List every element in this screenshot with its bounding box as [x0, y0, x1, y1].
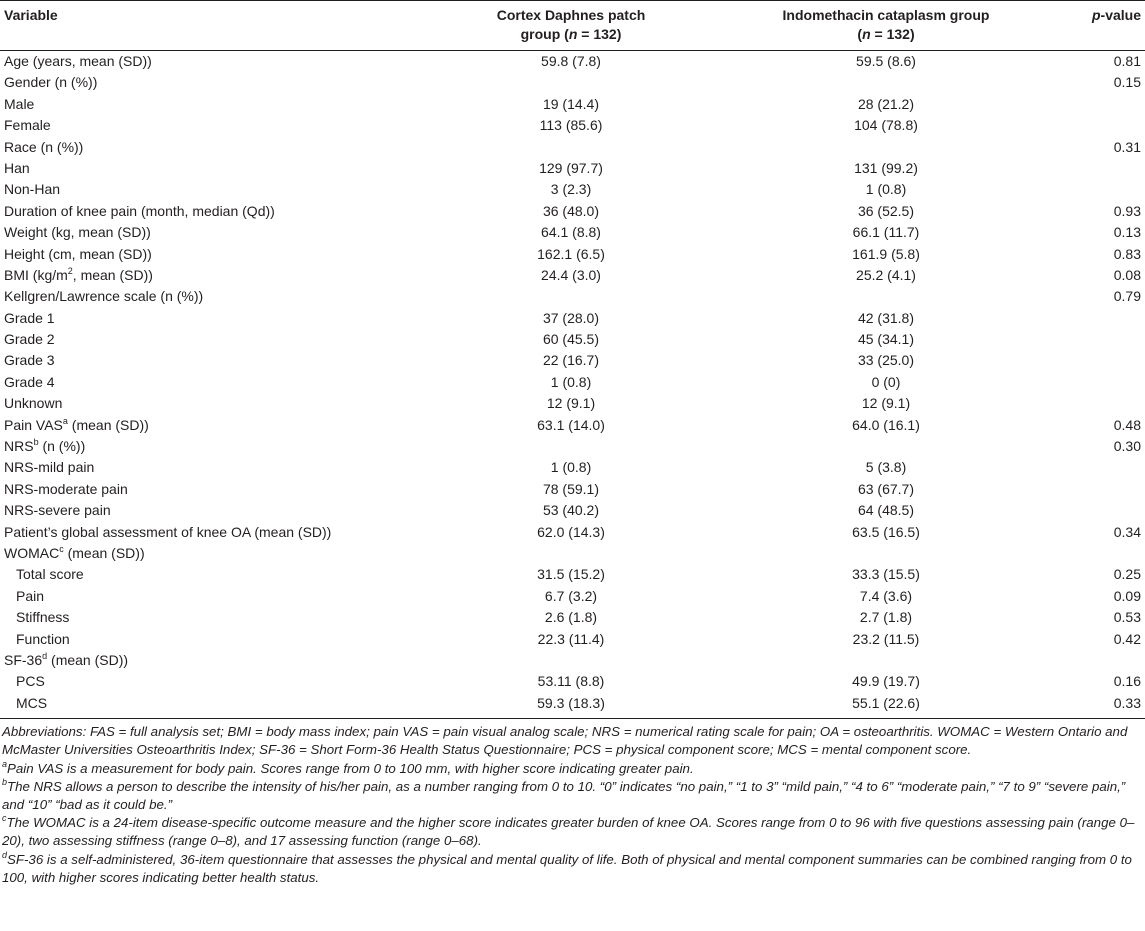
header-p-italic: p [1091, 7, 1101, 23]
table-footnotes [0, 719, 1145, 887]
footnote-d-mark: d [2, 849, 8, 860]
cell-p-value: 0.33 [1046, 693, 1145, 719]
cell-variable [0, 586, 416, 607]
variable-label: WOMAC [4, 544, 60, 561]
cell-p-value [1046, 94, 1145, 115]
cell-cortex-value: 64.1 (8.8) [541, 224, 601, 241]
footnote-b-mark: b [2, 776, 8, 787]
variable-label-suffix: (mean (SD)) [63, 544, 145, 561]
variable-label: Female [4, 117, 51, 134]
cell-p-value [1046, 179, 1145, 200]
table-row [0, 564, 1145, 585]
table-row [0, 543, 1145, 564]
footnote-c-text: The WOMAC is a 24-item disease-specific outcome measure and the higher score indicates greater burden of knee OA. Scores range from 0 to 96 with five questions assessing pain (range 0–20), two assessing stiffness (range 0–8), and 17 assessing function (range 0–68). [2, 815, 1135, 849]
table-header [0, 1, 1145, 51]
variable-label: NRS [4, 438, 34, 455]
cell-variable [0, 179, 416, 200]
header-row [0, 1, 1145, 51]
cell-indomethacin-value: 49.9 (19.7) [852, 673, 920, 690]
cell-p-value: 0.15 [1113, 74, 1141, 91]
variable-label: NRS-moderate pain [4, 480, 128, 497]
variable-label: Han [4, 159, 30, 176]
cell-cortex-value: 162.1 (6.5) [537, 245, 605, 262]
cell-cortex-value: 78 (59.1) [542, 480, 600, 497]
table-row [0, 72, 1145, 93]
cell-cortex-value: 31.5 (15.2) [537, 566, 605, 583]
cell-p-value: 0.34 [1113, 523, 1141, 540]
cell-p-value: 0.16 [1113, 673, 1141, 690]
cell-p-value: 0.13 [1113, 224, 1141, 241]
cell-variable [0, 522, 416, 543]
variable-label: Height (cm, mean (SD)) [4, 245, 152, 262]
table-row [0, 671, 1145, 692]
variable-label: MCS [16, 694, 48, 711]
cell-p-value: 0.83 [1113, 245, 1141, 262]
cell-cortex-value [416, 72, 726, 93]
footnote-a [2, 760, 1143, 778]
table-row [0, 244, 1145, 265]
table-row [0, 115, 1145, 136]
table-row [0, 629, 1145, 650]
table-row [0, 415, 1145, 436]
variable-label: NRS-mild pain [4, 459, 95, 476]
variable-label: Grade 1 [4, 309, 55, 326]
cell-indomethacin-value [726, 543, 1046, 564]
table-row [0, 308, 1145, 329]
table-row [0, 222, 1145, 243]
footnote-c-mark: c [2, 813, 7, 824]
header-indo-line1: Indomethacin cataplasm group [782, 7, 990, 23]
cell-variable [0, 350, 416, 371]
cell-p-value [1046, 372, 1145, 393]
cell-cortex-value: 36 (48.0) [542, 202, 600, 219]
table-row [0, 607, 1145, 628]
table-row [0, 137, 1145, 158]
cell-p-value: 0.09 [1113, 587, 1141, 604]
variable-label-suffix: (mean (SD)) [47, 651, 129, 668]
header-variable-text: Variable [4, 7, 58, 23]
cell-indomethacin-value: 33.3 (15.5) [852, 566, 920, 583]
cell-indomethacin-value: 64.0 (16.1) [852, 416, 920, 433]
footnote-marker: a [62, 415, 68, 426]
cell-indomethacin-value: 55.1 (22.6) [726, 693, 1046, 719]
cell-cortex-value: 1 (0.8) [550, 459, 592, 476]
cell-p-value [1046, 329, 1145, 350]
variable-label: SF-36 [4, 651, 43, 668]
variable-label: Male [4, 95, 35, 112]
table-row [0, 586, 1145, 607]
cell-cortex-value: 12 (9.1) [546, 395, 596, 412]
cell-cortex-value [416, 436, 726, 457]
footnote-marker: 2 [67, 265, 73, 276]
variable-label: Duration of knee pain (month, median (Qd)) [4, 202, 275, 219]
table-row [0, 457, 1145, 478]
cell-p-value: 0.81 [1113, 53, 1141, 69]
cell-variable [0, 244, 416, 265]
cell-cortex-value: 19 (14.4) [542, 95, 600, 112]
header-indo-line2-pre: ( [857, 26, 863, 42]
variable-label: Stiffness [16, 609, 70, 626]
cell-variable [0, 479, 416, 500]
cell-p-value: 0.53 [1113, 609, 1141, 626]
cell-variable [0, 94, 416, 115]
cell-variable [0, 629, 416, 650]
cell-cortex-value: 1 (0.8) [550, 373, 592, 390]
cell-indomethacin-value: 25.2 (4.1) [856, 266, 916, 283]
cell-p-value [1046, 650, 1145, 671]
cell-indomethacin-value: 2.7 (1.8) [859, 609, 913, 626]
cell-cortex-value [416, 650, 726, 671]
cell-variable [0, 436, 416, 457]
table-row [0, 500, 1145, 521]
cell-indomethacin-value: 1 (0.8) [865, 181, 907, 198]
cell-variable [0, 329, 416, 350]
table-row [0, 51, 1145, 73]
cell-p-value [1046, 350, 1145, 371]
cell-cortex-value [416, 543, 726, 564]
header-indomethacin-group [726, 1, 1046, 51]
cell-p-value [1046, 158, 1145, 179]
cell-variable [0, 137, 416, 158]
cell-variable [0, 650, 416, 671]
table-row [0, 94, 1145, 115]
cell-cortex-value: 22 (16.7) [542, 352, 600, 369]
cell-indomethacin-value: 131 (99.2) [854, 159, 918, 176]
cell-p-value: 0.42 [1113, 630, 1141, 647]
footnote-c [2, 814, 1143, 850]
variable-label: Kellgren/Lawrence scale (n (%)) [4, 288, 204, 305]
footnote-marker: b [33, 437, 39, 448]
footnote-b [2, 778, 1143, 814]
header-cortex-n: n [568, 26, 578, 42]
variable-label: Race (n (%)) [4, 138, 84, 155]
table-row [0, 286, 1145, 307]
cell-p-value [1046, 543, 1145, 564]
cell-indomethacin-value: 63 (67.7) [857, 480, 915, 497]
cell-variable [0, 543, 416, 564]
cell-indomethacin-value [726, 137, 1046, 158]
cell-cortex-value: 22.3 (11.4) [537, 630, 605, 647]
cell-cortex-value: 37 (28.0) [542, 309, 600, 326]
cell-indomethacin-value: 59.5 (8.6) [856, 53, 916, 69]
cell-variable [0, 693, 416, 719]
footnote-a-text: Pain VAS is a measurement for body pain. Scores range from 0 to 100 mm, with higher score indicating greater pain. [7, 760, 694, 776]
cell-indomethacin-value: 23.2 (11.5) [852, 630, 920, 647]
cell-variable [0, 115, 416, 136]
footnote-d-text: SF-36 is a self-administered, 36-item questionnaire that assesses the physical and mental quality of life. Both of physical and mental component summaries can be combined ranging from 0 to 100, with higher scores indicating better health status. [2, 851, 1132, 885]
cell-indomethacin-value: 161.9 (5.8) [852, 245, 920, 262]
cell-p-value: 0.48 [1113, 416, 1141, 433]
variable-label: PCS [16, 673, 45, 690]
cell-p-value [1046, 115, 1145, 136]
cell-cortex-value: 63.1 (14.0) [537, 416, 605, 433]
table-row [0, 693, 1145, 719]
cell-cortex-value: 60 (45.5) [542, 331, 600, 348]
variable-label: Pain VAS [4, 416, 63, 433]
cell-cortex-value: 3 (2.3) [550, 181, 592, 198]
cell-indomethacin-value: 104 (78.8) [854, 117, 918, 134]
cell-variable [0, 201, 416, 222]
table-row [0, 329, 1145, 350]
cell-indomethacin-value [726, 650, 1046, 671]
variable-label: Grade 3 [4, 352, 55, 369]
cell-p-value [1046, 308, 1145, 329]
cell-p-value: 0.08 [1113, 266, 1141, 283]
variable-label: NRS-severe pain [4, 502, 111, 519]
header-indo-line2-post: = 132) [870, 26, 915, 42]
footnote-a-mark: a [2, 758, 8, 769]
table-row [0, 650, 1145, 671]
footnote-b-text: The NRS allows a person to describe the intensity of his/her pain, as a number ranging from 0 to 10. “0” indicates “no pain,” “1 to 3” “mild pain,” “4 to 6” “moderate pain,” “7 to 9” “severe pain,” and “10” “bad as it could be.” [2, 778, 1126, 812]
variable-label: Patient’s global assessment of knee OA (mean (SD)) [4, 523, 332, 540]
cell-indomethacin-value: 64 (48.5) [857, 502, 915, 519]
table-row [0, 372, 1145, 393]
variable-label: Non-Han [4, 181, 61, 198]
variable-label: Function [16, 630, 70, 647]
cell-cortex-value: 129 (97.7) [539, 159, 603, 176]
header-p-rest: -value [1100, 7, 1141, 23]
cell-indomethacin-value: 63.5 (16.5) [852, 523, 920, 540]
cell-p-value [1046, 500, 1145, 521]
cell-cortex-value: 59.3 (18.3) [416, 693, 726, 719]
variable-label: Grade 2 [4, 331, 55, 348]
header-cortex-line2-post: = 132) [577, 26, 622, 42]
table-row [0, 179, 1145, 200]
header-cortex-line1: Cortex Daphnes patch [496, 7, 646, 23]
cell-indomethacin-value: 45 (34.1) [857, 331, 915, 348]
cell-indomethacin-value: 0 (0) [871, 373, 901, 390]
cell-cortex-value: 2.6 (1.8) [544, 609, 598, 626]
table-row [0, 265, 1145, 286]
footnote-marker: d [42, 650, 48, 661]
cell-variable [0, 158, 416, 179]
cell-variable [0, 265, 416, 286]
footnote-abbreviations: Abbreviations: FAS = full analysis set; BMI = body mass index; pain VAS = pain visual analog scale; NRS = numerical rating scale for pain; OA = osteoarthritis. WOMAC = Western Ontario and McMaster Universities Osteoarthritis Index; SF-36 = Short Form-36 Health Status Questionnaire; PCS = physical component score; MCS = mental component score. [2, 724, 1128, 758]
cell-p-value: 0.31 [1113, 138, 1141, 155]
cell-variable [0, 500, 416, 521]
cell-p-value [1046, 393, 1145, 414]
cell-indomethacin-value: 5 (3.8) [865, 459, 907, 476]
header-cortex-line2-pre: group ( [520, 26, 569, 42]
cell-variable [0, 457, 416, 478]
table-row [0, 158, 1145, 179]
cell-p-value [1046, 457, 1145, 478]
cell-cortex-value: 113 (85.6) [539, 117, 603, 134]
variable-label: Grade 4 [4, 373, 55, 390]
variable-label-suffix: (mean (SD)) [67, 416, 149, 433]
cell-variable [0, 72, 416, 93]
variable-label: Unknown [4, 395, 63, 412]
cell-variable [0, 51, 416, 73]
cell-p-value: 0.30 [1113, 438, 1141, 455]
cell-cortex-value: 62.0 (14.3) [537, 523, 605, 540]
variable-label-suffix: , mean (SD)) [72, 266, 153, 283]
cell-cortex-value: 24.4 (3.0) [541, 266, 601, 283]
cell-cortex-value: 59.8 (7.8) [541, 53, 601, 69]
header-variable [0, 1, 416, 51]
cell-indomethacin-value: 12 (9.1) [861, 395, 911, 412]
cell-variable [0, 308, 416, 329]
variable-label: Gender (n (%)) [4, 74, 98, 91]
table-row [0, 350, 1145, 371]
variable-label: Pain [16, 587, 45, 604]
cell-variable [0, 564, 416, 585]
cell-indomethacin-value: 66.1 (11.7) [852, 224, 920, 241]
header-cortex-group [416, 1, 726, 51]
cell-variable [0, 671, 416, 692]
cell-variable [0, 222, 416, 243]
cell-indomethacin-value: 42 (31.8) [857, 309, 915, 326]
variable-label: Age (years, mean (SD)) [4, 53, 152, 69]
cell-indomethacin-value [726, 72, 1046, 93]
variable-label-suffix: (n (%)) [38, 438, 86, 455]
cell-indomethacin-value [726, 436, 1046, 457]
cell-cortex-value: 53.11 (8.8) [537, 673, 605, 690]
cell-variable [0, 393, 416, 414]
cell-indomethacin-value: 28 (21.2) [857, 95, 915, 112]
cell-variable [0, 415, 416, 436]
cell-p-value: 0.79 [1113, 288, 1141, 305]
cell-variable [0, 286, 416, 307]
table-row [0, 436, 1145, 457]
cell-cortex-value: 6.7 (3.2) [544, 587, 598, 604]
cell-variable [0, 607, 416, 628]
cell-p-value [1046, 479, 1145, 500]
footnote-d [2, 851, 1143, 887]
table-row [0, 201, 1145, 222]
variable-label: BMI (kg/m [4, 266, 68, 283]
cell-indomethacin-value: 33 (25.0) [857, 352, 915, 369]
cell-indomethacin-value: 7.4 (3.6) [859, 587, 913, 604]
cell-p-value: 0.25 [1113, 566, 1141, 583]
cell-cortex-value: 53 (40.2) [542, 502, 600, 519]
header-p-value [1046, 1, 1145, 51]
table-row [0, 393, 1145, 414]
table-row [0, 479, 1145, 500]
variable-label: Total score [16, 566, 84, 583]
cell-p-value: 0.93 [1113, 202, 1141, 219]
table-row [0, 522, 1145, 543]
header-indo-n: n [862, 26, 871, 42]
cell-indomethacin-value: 36 (52.5) [857, 202, 915, 219]
table-body [0, 51, 1145, 719]
cell-cortex-value [416, 137, 726, 158]
cell-indomethacin-value [726, 286, 1046, 307]
cell-cortex-value [416, 286, 726, 307]
variable-label: Weight (kg, mean (SD)) [4, 224, 151, 241]
footnote-marker: c [59, 543, 64, 554]
cell-variable [0, 372, 416, 393]
